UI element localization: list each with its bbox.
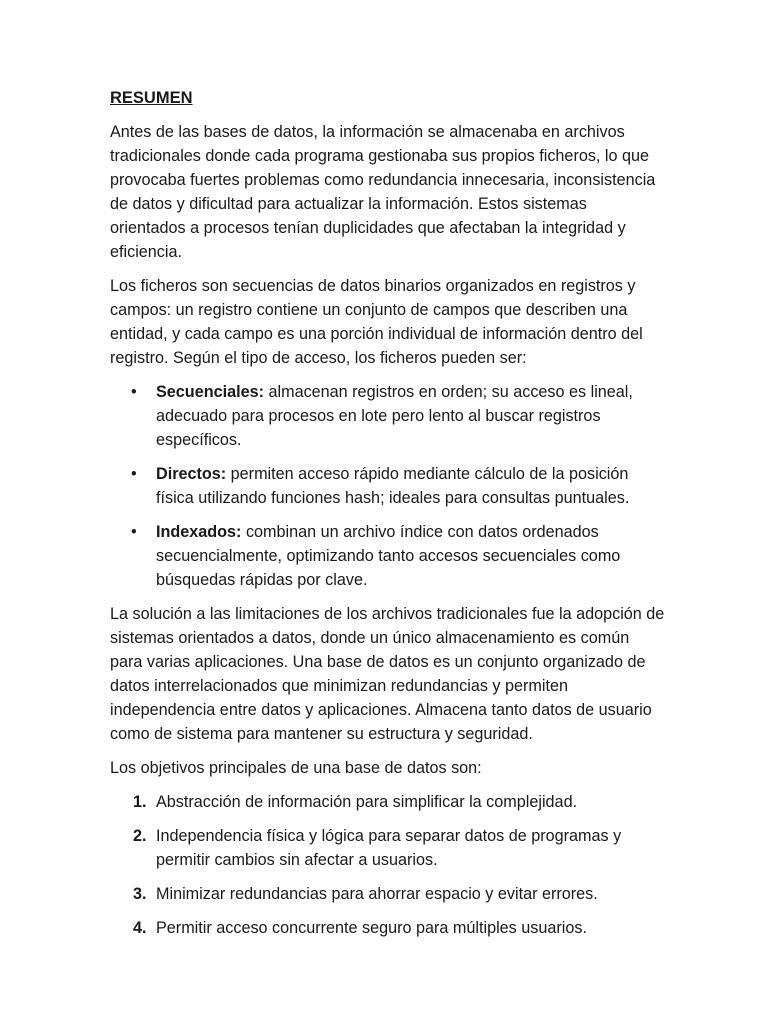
document-title: RESUMEN xyxy=(110,89,193,107)
paragraph-intro: Antes de las bases de datos, la información se almacenaba en archivos tradicionales donde cada programa gestionaba sus propios ficheros, lo que provocaba fuertes problemas como redundancia innecesaria, inconsistencia de datos y dificultad para actualizar la información. Estos sistemas orientados a procesos tenían duplicidades que afectaban la integridad y eficiencia. xyxy=(110,123,656,261)
list-number: 2. xyxy=(133,827,147,845)
list-item xyxy=(110,882,665,906)
list-item xyxy=(110,520,665,592)
list-item xyxy=(110,790,665,814)
list-number: 1. xyxy=(133,793,147,811)
list-number: 3. xyxy=(133,885,147,903)
list-item-term: Directos: xyxy=(156,465,227,483)
list-number: 4. xyxy=(133,919,147,937)
list-item xyxy=(110,462,665,510)
bullet-marker: • xyxy=(131,465,137,483)
list-item-term: Indexados: xyxy=(156,523,242,541)
bullet-marker: • xyxy=(131,523,137,541)
list-item-text: Independencia física y lógica para separar datos de programas y permitir cambios sin afectar a usuarios. xyxy=(156,827,622,869)
list-item-term: Secuenciales: xyxy=(156,383,264,401)
bullet-marker: • xyxy=(131,383,137,401)
list-item-text: Abstracción de información para simplificar la complejidad. xyxy=(156,793,578,811)
list-item-text: combinan un archivo índice con datos ordenados secuencialmente, optimizando tanto accesos secuenciales como búsquedas rápidas por clave. xyxy=(156,523,621,589)
list-item-text: permiten acceso rápido mediante cálculo de la posición física utilizando funciones hash; ideales para consultas puntuales. xyxy=(156,465,630,507)
list-item-text: almacenan registros en orden; su acceso es lineal, adecuado para procesos en lote pero lento al buscar registros específicos. xyxy=(156,383,633,449)
list-item xyxy=(110,916,665,940)
paragraph-solucion: La solución a las limitaciones de los archivos tradicionales fue la adopción de sistemas orientados a datos, donde un único almacenamiento es común para varias aplicaciones. Una base de datos es un conjunto organizado de datos interrelacionados que minimizan redundancias y permiten independencia entre datos y aplicaciones. Almacena tanto datos de usuario como de sistema para mantener su estructura y seguridad. xyxy=(110,605,665,743)
paragraph-ficheros: Los ficheros son secuencias de datos binarios organizados en registros y campos: un registro contiene un conjunto de campos que describen una entidad, y cada campo es una porción individual de información dentro del registro. Según el tipo de acceso, los ficheros pueden ser: xyxy=(110,277,643,367)
list-item-text: Minimizar redundancias para ahorrar espacio y evitar errores. xyxy=(156,885,598,903)
file-types-list xyxy=(110,380,665,592)
list-item xyxy=(110,824,665,872)
list-item-text: Permitir acceso concurrente seguro para múltiples usuarios. xyxy=(156,919,587,937)
objectives-list xyxy=(110,790,665,940)
list-item xyxy=(110,380,665,452)
document-page xyxy=(110,86,665,950)
paragraph-objetivos: Los objetivos principales de una base de datos son: xyxy=(110,759,482,777)
